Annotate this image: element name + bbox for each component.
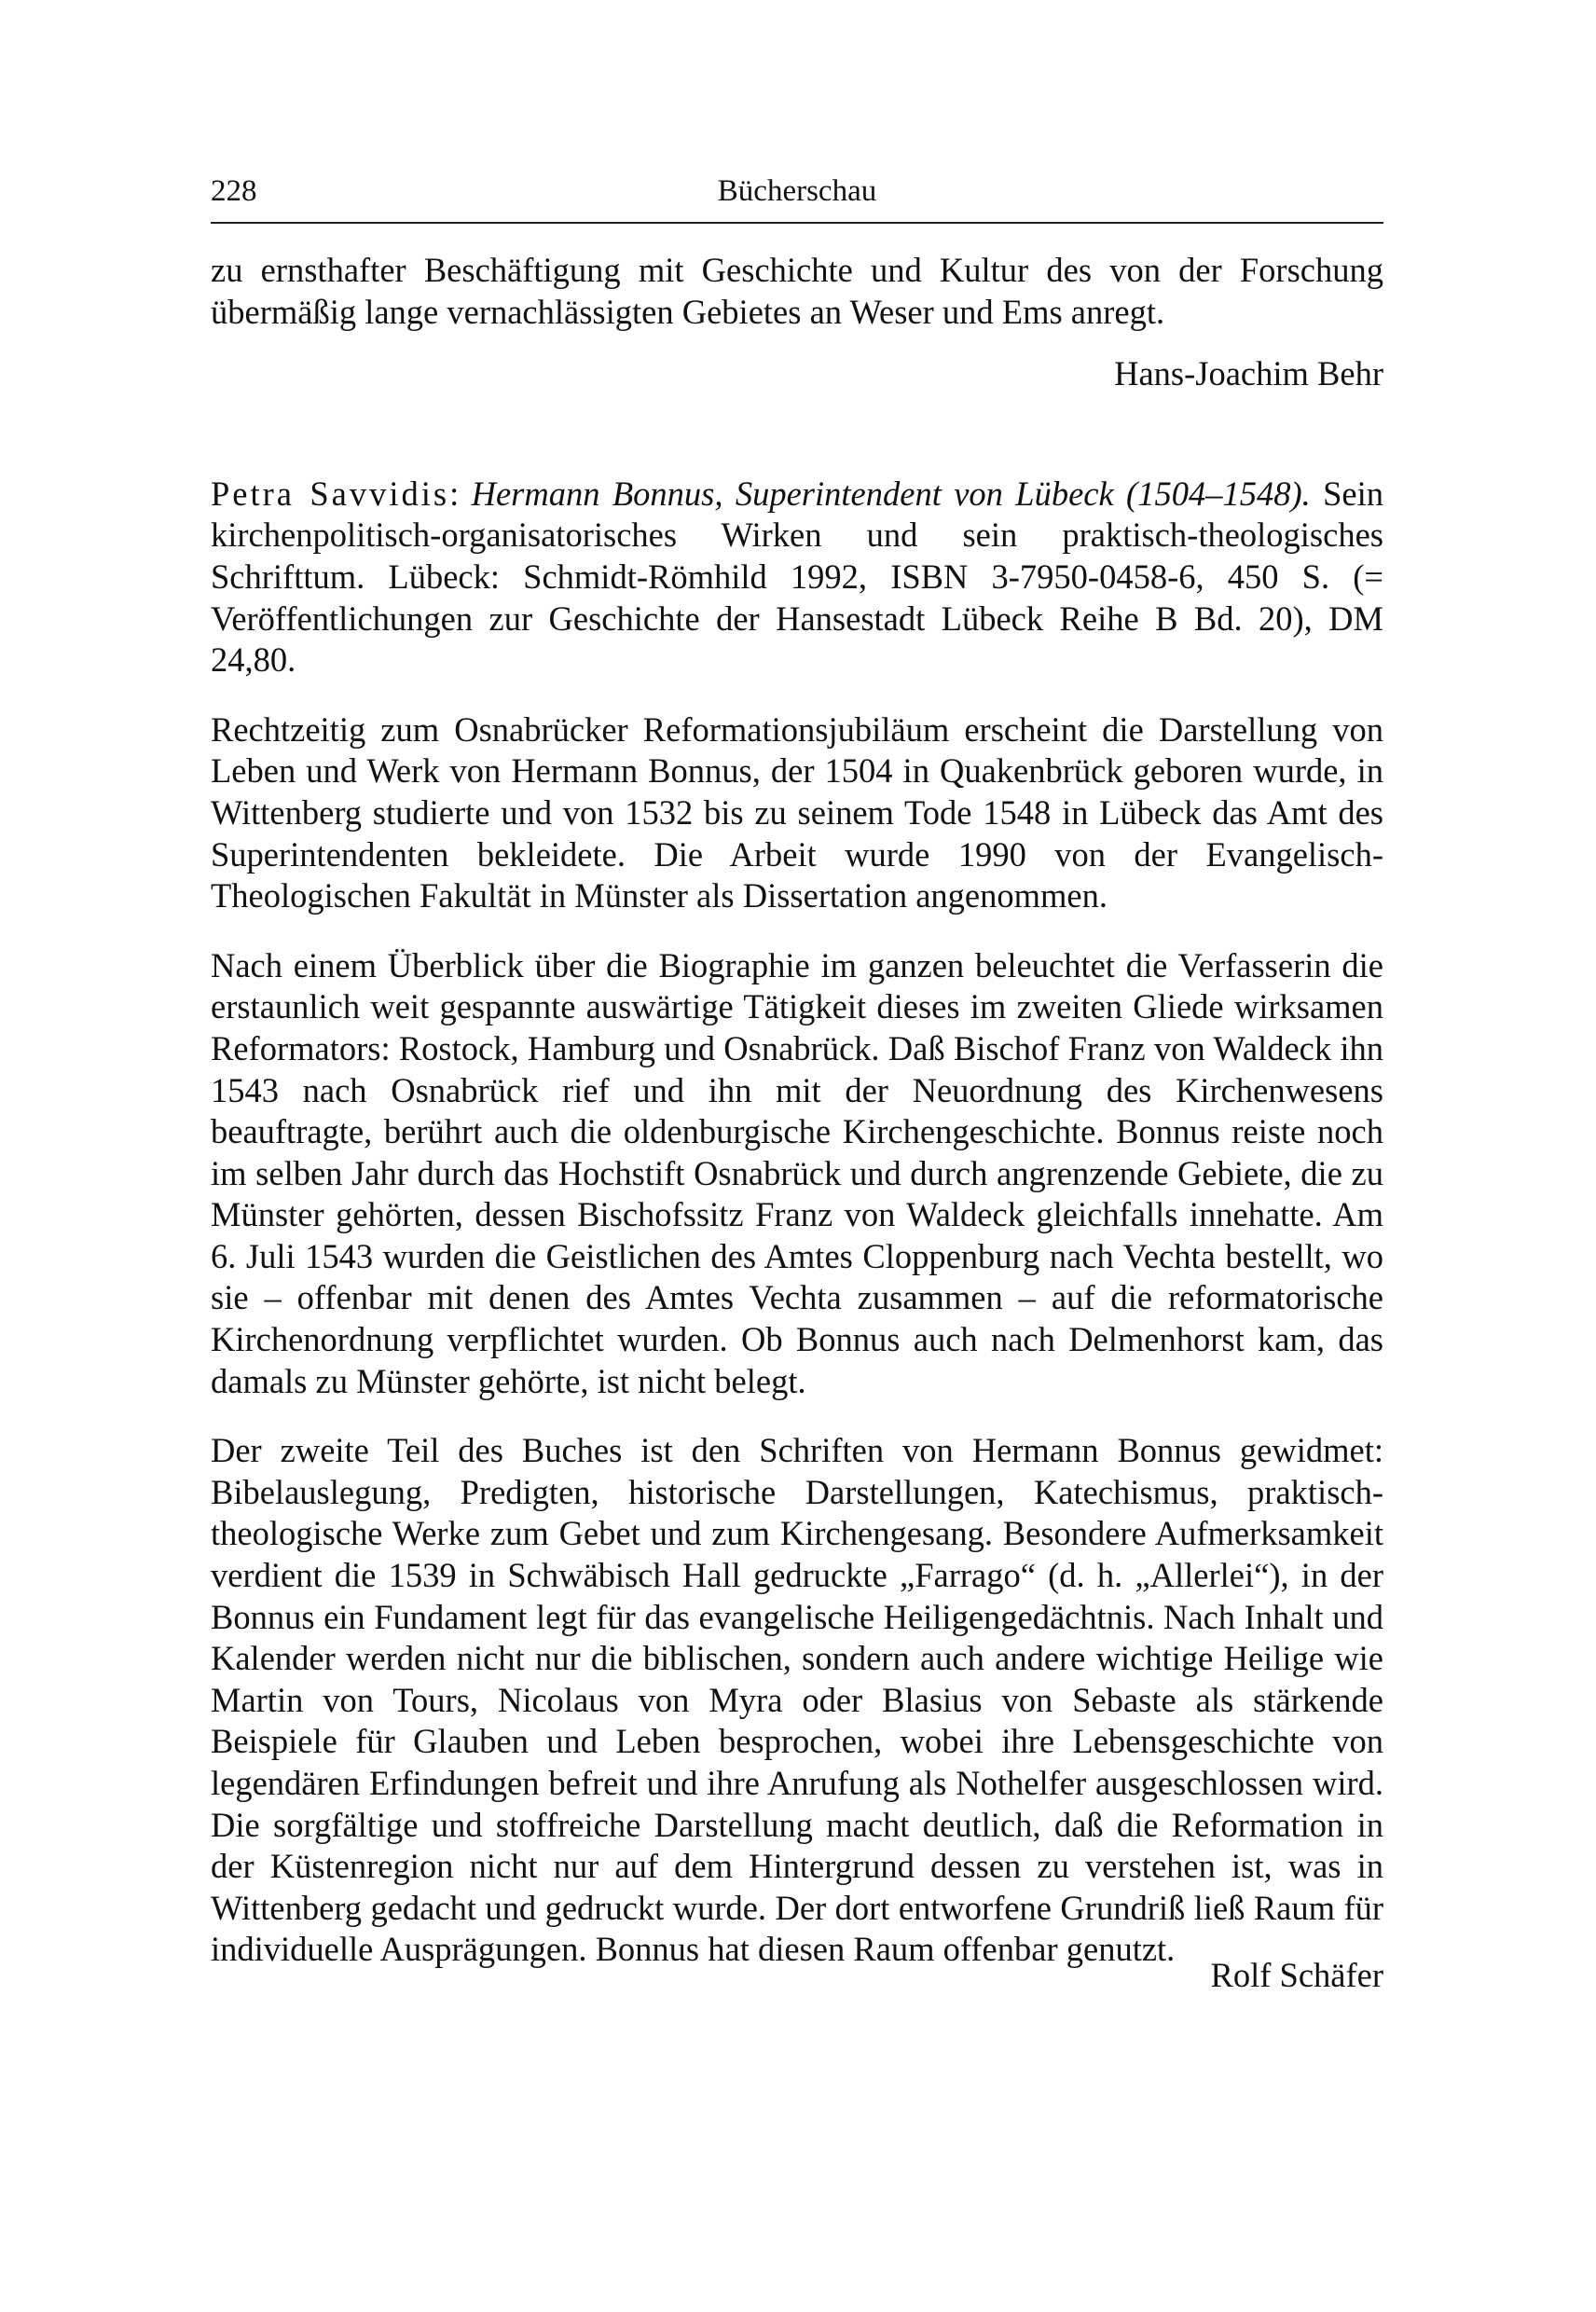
book-title: Hermann Bonnus, Superintendent von Lübeck (1504–1548). [471,474,1311,513]
running-title: Bücherschau [717,174,877,208]
reference-separator: : [449,474,472,513]
header-rule [211,222,1383,224]
reviewer-signature-behr: Hans-Joachim Behr [1114,354,1383,393]
page-header [211,168,1383,214]
review-paragraph-3: Der zweite Teil des Buches ist den Schriften von Hermann Bonnus gewidmet: Bibelauslegung, Predigten, historische Darstellungen, Katechismus, praktisch-theologische Werke zum Gebet und zum Kirchengesang. Besondere Aufmerksamkeit verdient die 1539 in Schwäbisch Hall gedruckte „Farrago“ (d. h. „Allerlei“), in der Bonnus ein Fundament legt für das evangelische Heiligengedächtnis. Nach Inhalt und Kalender werden nicht nur die biblischen, sondern auch andere wichtige Heilige wie Martin von Tours, Nicolaus von Myra oder Blasius von Sebaste als stärkende Beispiele für Glauben und Leben besprochen, wobei ihre Lebensgeschichte von legendären Erfindungen befreit und ihre Anrufung als Nothelfer ausgeschlossen wird. Die sorgfältige und stoffreiche Darstellung macht deutlich, daß die Reformation in der Küstenregion nicht nur auf dem Hintergrund dessen zu verstehen ist, was in Wittenberg gedacht und gedruckt wurde. Der dort entworfene Grundriß ließ Raum für individuelle Ausprägungen. Bonnus hat diesen Raum offenbar genutzt. [211,1431,1383,1969]
reviewer-signature-schaefer: Rolf Schäfer [1210,1956,1383,1995]
book-reference [211,474,1383,681]
review-paragraph-1: Rechtzeitig zum Osnabrücker Reformationsjubiläum erscheint die Darstellung von Leben und Werk von Hermann Bonnus, der 1504 in Quakenbrück geboren wurde, in Wittenberg studierte und von 1532 bis zu seinem Tode 1548 in Lübeck das Amt des Superintendenten bekleidete. Die Arbeit wurde 1990 von der Evangelisch-Theologischen Fakultät in Münster als Dissertation angenommen. [211,709,1383,915]
review-final-block [211,1430,1383,1995]
book-author: Petra Savvidis [211,474,450,513]
review-paragraph-2: Nach einem Überblick über die Biographie im ganzen beleuchtet die Verfasserin die erstaunlich weit gespannte auswärtige Tätigkeit dieses im zweiten Gliede wirksamen Reformators: Rostock, Hamburg und Osnabrück. Daß Bischof Franz von Waldeck ihn 1543 nach Osnabrück rief und ihn mit der Neuordnung des Kirchenwesens beauftragte, berührt auch die oldenburgische Kirchengeschichte. Bonnus reiste noch im selben Jahr durch das Hochstift Osnabrück und durch angrenzende Gebiete, die zu Münster gehörten, dessen Bischofssitz Franz von Waldeck gleichfalls innehatte. Am 6. Juli 1543 wurden die Geistlichen des Amtes Cloppenburg nach Vechta bestellt, wo sie – offenbar mit denen des Amtes Vechta zusammen – auf die reformatorische Kirchenordnung verpflichtet wurden. Ob Bonnus auch nach Delmenhorst kam, das damals zu Münster gehörte, ist nicht belegt. [211,945,1383,1400]
page-body [211,250,1383,1995]
page-number: 228 [211,174,257,208]
book-details: Sein kirchenpolitisch-organisatorisches Wirken und sein praktisch-theologisches Schrifttum. Lübeck: Schmidt-Römhild 1992, ISBN 3-7950-0458-6, 450 S. (= Veröffentlichungen zur Geschichte der Hansestadt Lübeck Reihe B Bd. 20), DM 24,80. [211,474,1383,680]
continuation-paragraph: zu ernsthafter Beschäftigung mit Geschichte und Kultur des von der Forschung übermäßig lange vernachlässigten Gebietes an Weser und Ems anregt. [211,251,1383,331]
